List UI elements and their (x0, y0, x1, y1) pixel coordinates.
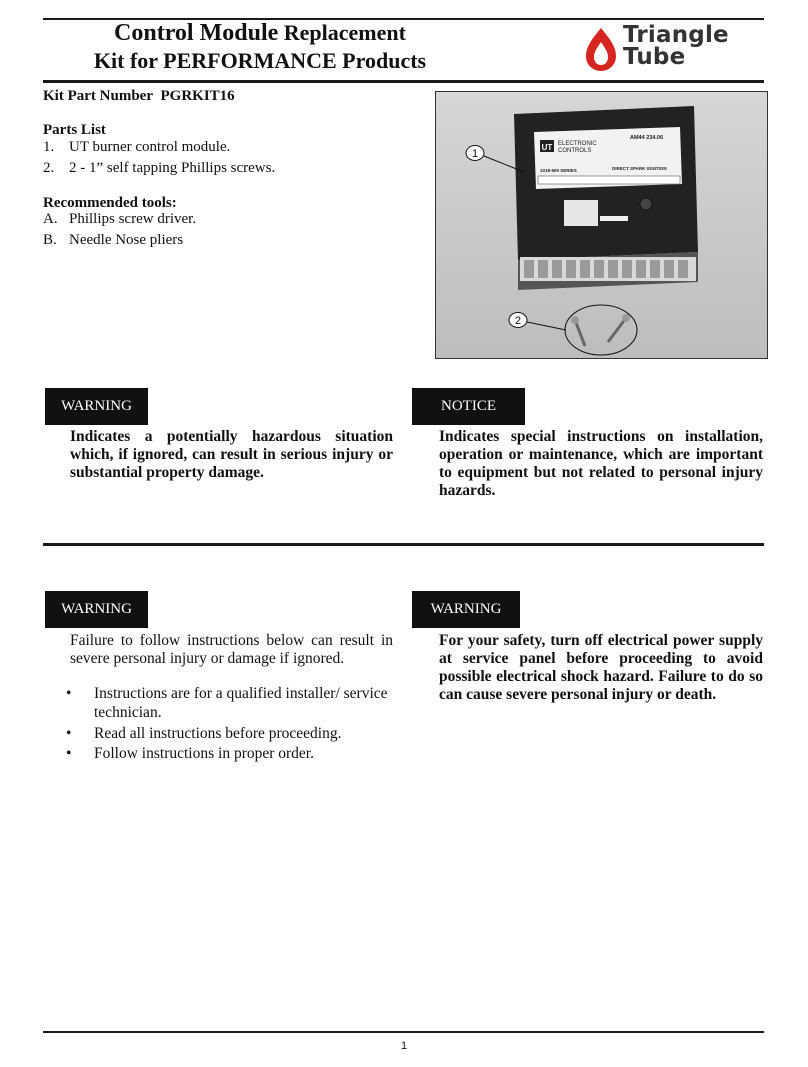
flame-icon (583, 26, 619, 72)
footer-rule (43, 1031, 764, 1033)
tools-heading: Recommended tools: (43, 195, 177, 211)
callout-2: 2 (514, 315, 522, 327)
list-item: 2. 2 - 1” self tapping Phillips screws. (43, 160, 276, 176)
list-item: • Follow instructions in proper order. (66, 745, 314, 762)
triangle-tube-logo (583, 22, 763, 78)
module-type: DIRECT SPARK IGNITION (612, 166, 667, 171)
module-brand-line1: ELECTRONIC (558, 141, 597, 147)
notice-definition: Indicates special instructions on installation, operation or maintenance, which are important to equipment but not related to personal injury hazards. (439, 428, 763, 499)
safety-warning: For your safety, turn off electrical power supply at service panel before proceeding to avoid possible electrical shock hazard. Failure to do so can cause severe personal injury or death. (439, 632, 763, 703)
warning-tag: WARNING (45, 388, 148, 425)
product-photo (435, 91, 768, 359)
module-part: AM44 234.06 (630, 135, 664, 141)
page-number: 1 (400, 1040, 408, 1052)
logo-line1: Triangle (623, 22, 729, 48)
notice-tag: NOTICE (412, 388, 525, 425)
warning-tag: WARNING (412, 591, 520, 628)
warning-tag: WARNING (45, 591, 148, 628)
module-model: 1018-500 SERIES (540, 168, 577, 173)
kit-part-number: Kit Part Number PGRKIT16 (43, 88, 235, 104)
module-brand-line2: CONTROLS (558, 148, 592, 154)
list-item: 1. UT burner control module. (43, 139, 231, 155)
module-brand-mark: UT (541, 143, 553, 152)
list-item: • Read all instructions before proceeding. (66, 725, 342, 742)
warning-definition: Indicates a potentially hazardous situation which, if ignored, can result in serious injury or substantial property damage. (70, 428, 393, 481)
logo-line2: Tube (623, 44, 686, 70)
control-module-illustration (436, 92, 767, 358)
list-item: B. Needle Nose pliers (43, 232, 184, 248)
warning-intro: Failure to follow instructions below can result in severe personal injury or damage if ignored. (70, 632, 393, 667)
list-item: • Instructions are for a qualified installer/ service technician. (66, 685, 388, 721)
terminal-strip (520, 257, 696, 281)
page-title: Control Module Replacement (114, 20, 406, 46)
parts-list-heading: Parts List (43, 122, 106, 138)
callout-1: 1 (471, 148, 479, 160)
header-bottom-rule (43, 80, 764, 83)
section-rule (43, 543, 764, 546)
page-subtitle: Kit for PERFORMANCE Products (93, 48, 427, 73)
list-item: A. Phillips screw driver. (43, 211, 197, 227)
